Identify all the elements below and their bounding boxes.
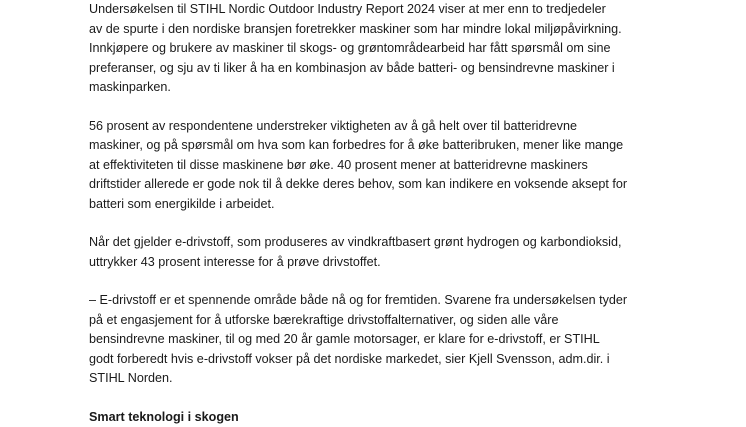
text-line: Innkjøpere og brukere av maskiner til skogs- og grøntområdearbeid har fått spørsmål om sine [89,39,689,59]
text-line: maskiner, og på spørsmål om hva som kan forbedres for å øke batteribruken, mener like mange [89,136,689,156]
text-line: driftstider allerede er gode nok til å dekke deres behov, som kan indikere en voksende aksept for [89,175,689,195]
paragraph-2 [89,117,689,215]
section-heading: Smart teknologi i skogen [89,408,689,427]
text-line: uttrykker 43 prosent interesse for å prøve drivstoffet. [89,253,689,273]
text-line: preferanser, og sju av ti liker å ha en kombinasjon av både batteri- og bensindrevne maskiner i [89,59,689,79]
text-line: – E-drivstoff er et spennende område både nå og for fremtiden. Svarene fra undersøkelsen tyder [89,291,689,311]
text-line: godt forberedt hvis e-drivstoff vokser på det nordiske markedet, sier Kjell Svensson, adm.dir. i [89,350,689,370]
text-line: at effektiviteten til disse maskinene bør øke. 40 prosent mener at batteridrevne maskiners [89,156,689,176]
paragraph-1 [89,0,689,98]
text-line: batteri som energikilde i arbeidet. [89,195,689,215]
text-line: STIHL Norden. [89,369,689,389]
text-line: Undersøkelsen til STIHL Nordic Outdoor Industry Report 2024 viser at mer enn to tredjedeler [89,0,689,20]
text-line: på et engasjement for å utforske bærekraftige drivstoffalternativer, og siden alle våre [89,311,689,331]
text-line: bensindrevne maskiner, til og med 20 år gamle motorsager, er klare for e-drivstoff, er STIHL [89,330,689,350]
document-body [89,0,689,427]
paragraph-4 [89,291,689,389]
text-line: av de spurte i den nordiske bransjen foretrekker maskiner som har mindre lokal miljøpåvirkning. [89,20,689,40]
text-line: maskinparken. [89,78,689,98]
text-line: 56 prosent av respondentene understreker viktigheten av å gå helt over til batteridrevne [89,117,689,137]
text-line: Når det gjelder e-drivstoff, som produseres av vindkraftbasert grønt hydrogen og karbondioksid, [89,233,689,253]
paragraph-3 [89,233,689,272]
